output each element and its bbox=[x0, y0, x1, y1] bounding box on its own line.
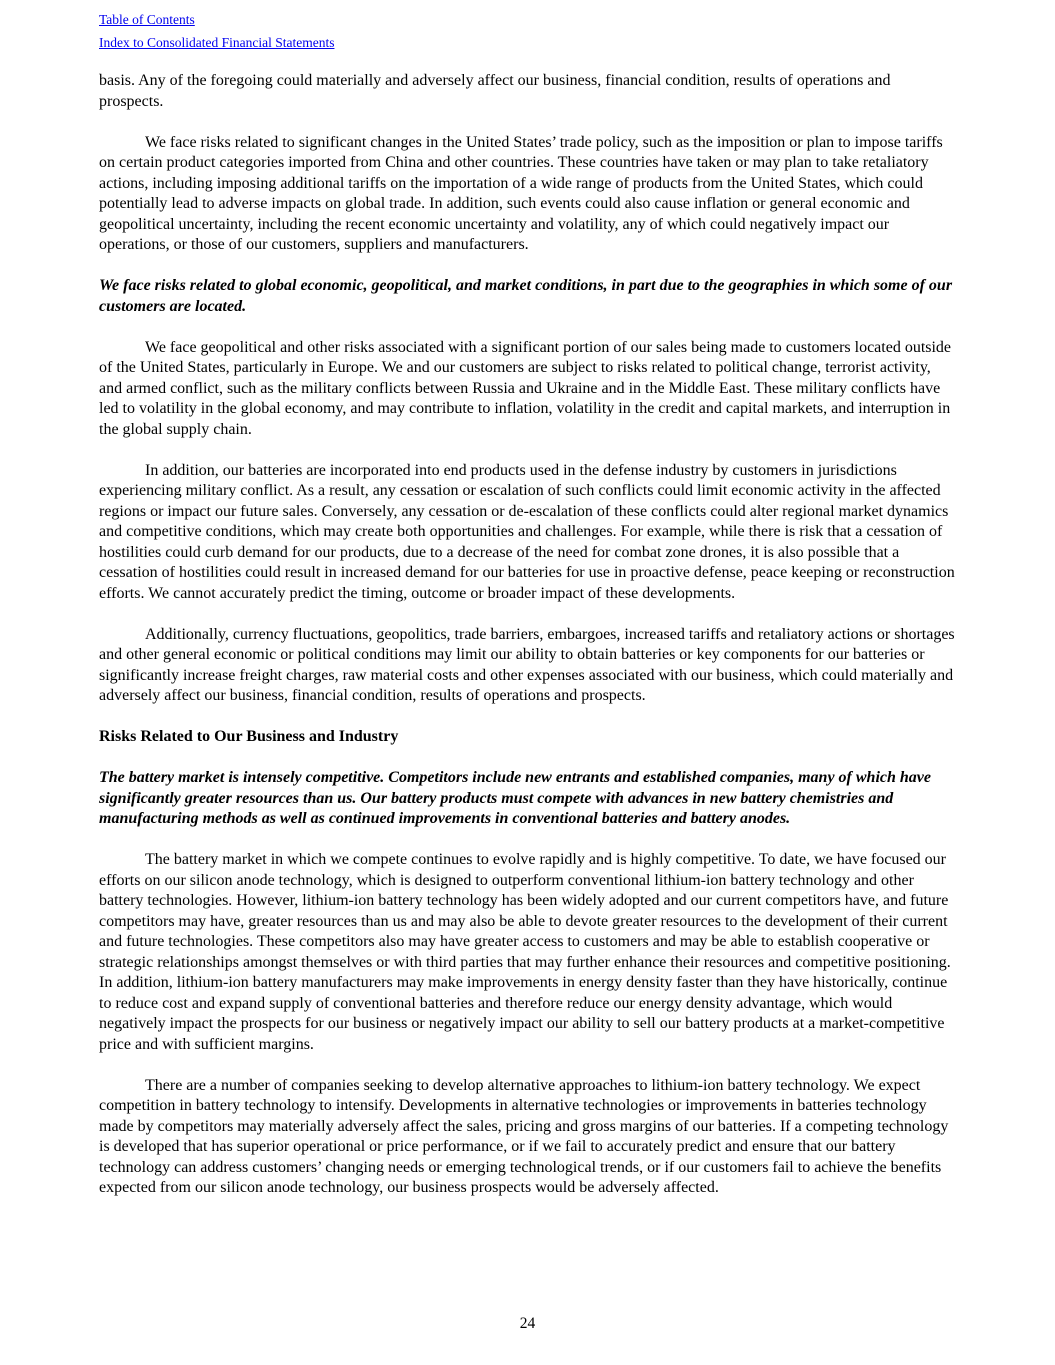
paragraph-continuation: basis. Any of the foregoing could materially and adversely affect our business, financial condition, results of operations and prospects. bbox=[99, 72, 891, 110]
index-to-consolidated-financial-statements-link[interactable]: Index to Consolidated Financial Statements bbox=[99, 35, 335, 50]
paragraph-alternative-technologies: There are a number of companies seeking to develop alternative approaches to lithium-ion battery technology. We expect competition in battery technology to intensify. Developments in alternative technologies or improvements in batteries technology made by competitors may materially adversely affect the sales, pricing and gross margins of our batteries. If a competing technology is developed that has superior operational or price performance, or if we fail to accurately predict and ensure that our battery technology can address customers’ changing needs or emerging technological trends, or if our customers fail to achieve the benefits expected from our silicon anode technology, our business prospects would be adversely affected. bbox=[99, 1076, 949, 1196]
section-heading-risks-business-industry: Risks Related to Our Business and Industry bbox=[99, 728, 399, 745]
paragraph-battery-market-competition: The battery market in which we compete continues to evolve rapidly and is highly competitive. To date, we have focused our efforts on our silicon anode technology, which is designed to outperform conventional lithium-ion battery technology and other battery technologies. However, lithium-ion battery technology has been widely adopted and our current competitors have, and future competitors may have, greater resources than us and may also be able to devote greater resources to the development of their current and future technologies. These competitors also may have greater access to customers and may be able to establish cooperative or strategic relationships amongst themselves or with third parties that may further enhance their resources and competitive positioning. In addition, lithium-ion battery manufacturers may make improvements in energy density faster than they have historically, continue to reduce cost and expand supply of conventional batteries and therefore reduce our energy density advantage, which would negatively impact the prospects for our business or negatively impact our ability to sell our battery products at a market-competitive price and with sufficient margins. bbox=[99, 851, 951, 1053]
paragraph-geopolitical-risks: We face geopolitical and other risks associated with a significant portion of our sales being made to customers located outside of the United States, particularly in Europe. We and our customers are subject to risks related to political change, terrorist activity, and armed conflict, such as the military conflicts between Russia and Ukraine and in the Middle East. These military conflicts have led to volatility in the global economy, and may contribute to inflation, volatility in the credit and capital markets, and interruption in the global supply chain. bbox=[99, 338, 952, 438]
page-number: 24 bbox=[519, 1315, 536, 1332]
paragraph-trade-policy: We face risks related to significant changes in the United States’ trade policy, such as the imposition or plan to impose tariffs on certain product categories imported from China and other countries. These countries have taken or may plan to take retaliatory actions, including imposing additional tariffs on the importation of a wide range of products from the United States, which could potentially lead to adverse impacts on global trade. In addition, such events could also cause inflation or general economic and geopolitical uncertainty, including the recent economic uncertainty and volatility, any of which could negatively impact our operations, or those of our customers, suppliers and manufacturers. bbox=[99, 133, 943, 253]
risk-heading-battery-market-competitive: The battery market is intensely competitive. Competitors include new entrants and established companies, many of which have significantly greater resources than us. Our battery products must compete with advances in new battery chemistries and manufacturing methods as well as continued improvements in conventional batteries and battery anodes. bbox=[99, 769, 931, 827]
risk-heading-global-economic-conditions: We face risks related to global economic, geopolitical, and market conditions, in part due to the geographies in which some of our customers are located. bbox=[99, 277, 953, 315]
paragraph-defense-industry: In addition, our batteries are incorporated into end products used in the defense industry by customers in jurisdictions experiencing military conflict. As a result, any cessation or escalation of such conflicts could limit economic activity in the affected regions or impact our future sales. Conversely, any cessation or de-escalation of these conflicts could alter regional market dynamics and competitive conditions, which may create both opportunities and challenges. For example, while there is risk that a cessation of hostilities could curb demand for our products, due to a decrease of the need for combat zone drones, it is also possible that a cessation of hostilities could result in increased demand for our batteries for use in proactive defense, peace keeping or reconstruction efforts. We cannot accurately predict the timing, outcome or broader impact of these developments. bbox=[99, 461, 955, 602]
paragraph-currency-fluctuations: Additionally, currency fluctuations, geopolitics, trade barriers, embargoes, increased tariffs and retaliatory actions or shortages and other general economic or political conditions may limit our ability to obtain batteries or key components for our batteries or significantly increase freight charges, raw material costs and other expenses associated with our business, which could materially and adversely affect our business, financial condition, results of operations and prospects. bbox=[99, 625, 955, 704]
document-body bbox=[99, 71, 956, 1219]
document-header bbox=[99, 8, 334, 54]
table-of-contents-link[interactable]: Table of Contents bbox=[99, 12, 195, 27]
